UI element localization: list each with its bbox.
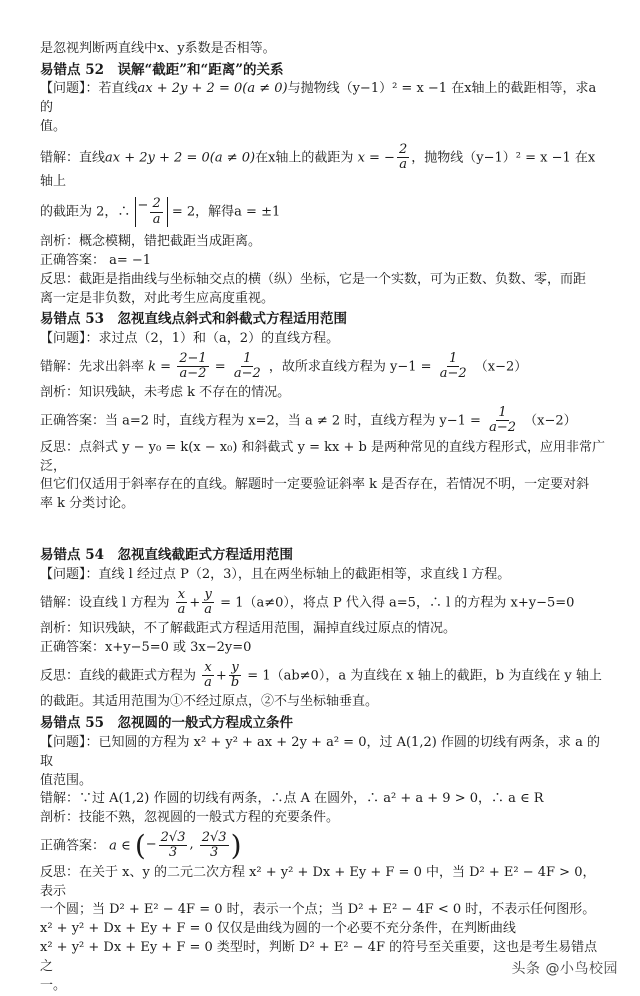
fraction: $\frac{y}{a}$ bbox=[204, 586, 213, 617]
s55-question-cont: 值范围。 bbox=[40, 772, 93, 788]
s53-analysis: 剖析：知识残缺，未考虑 k 不存在的情况。 bbox=[40, 385, 291, 401]
section-52-heading: 易错点 52 误解“截距”和“距离”的关系 bbox=[40, 61, 284, 78]
watermark: 头条 @小鸟校园 bbox=[511, 960, 618, 977]
s52-analysis: 剖析：概念模糊，错把截距当成距离。 bbox=[40, 233, 262, 249]
s55-reflection-cont4: 一。 bbox=[40, 977, 67, 993]
fraction: $\frac{2}{a}$ bbox=[398, 141, 408, 173]
s54-wrong-solution: 错解：设直线 l 方程为 $\frac{x}{a}$ + $\frac{y}{a}$ = 1（a≠0），将点 P 代入得 a=5，∴ l 的方程为 x+y−5=0 bbox=[40, 586, 575, 617]
s52-question-cont: 值。 bbox=[40, 119, 67, 135]
fraction: $\frac{x}{a}$ bbox=[177, 586, 186, 617]
s55-reflection-cont: 一个圆；当 D² + E² − 4F = 0 时，表示一个点；当 D² + E² − 4F < 0 时，不表示任何图形。 bbox=[40, 902, 596, 918]
s55-question: 【问题】：已知圆的方程为 x² + y² + ax + 2y + a² = 0，过 A(1,2) 作圆的切线有两条，求 a 的取 bbox=[40, 734, 600, 769]
s55-reflection-cont2: x² + y² + Dx + Ey + F = 0 仅仅是曲线为圆的一个必要不充分条件，在判断曲线 bbox=[40, 921, 516, 937]
s55-analysis: 剖析：技能不熟，忽视圆的一般式方程的充要条件。 bbox=[40, 810, 340, 826]
fraction: $\frac{2-1}{a-2}$ bbox=[179, 350, 207, 382]
absolute-value: − $\frac{2}{a}$ bbox=[135, 197, 168, 227]
s54-answer: 正确答案：x+y−5=0 或 3x−2y=0 bbox=[40, 640, 252, 655]
s53-reflection: 反思：点斜式 y − y₀ = k(x − x₀) 和斜截式 y = kx + b 是两种常见的直线方程形式，应用非常广泛， bbox=[40, 439, 605, 474]
fraction: $\frac{1}{a-2}$ bbox=[233, 350, 261, 382]
fraction: $\frac{1}{a-2}$ bbox=[439, 350, 467, 382]
s53-answer: 正确答案：当 a=2 时，直线方程为 x=2，当 a ≠ 2 时，直线方程为 y−1 = $\frac{1}{a-2}$ （x−2） bbox=[40, 405, 577, 436]
s53-reflection-cont: 但它们仅适用于斜率存在的直线。解题时一定要验证斜率 k 是否存在，若情况不明，一定要对斜 bbox=[40, 477, 590, 493]
s55-reflection-cont3: x² + y² + Dx + Ey + F = 0 类型时，判断 D² + E² − 4F 的符号至关重要，这也是考生易错点之 bbox=[40, 940, 598, 974]
s52-reflection: 反思：截距是指曲线与坐标轴交点的横（纵）坐标，它是一个实数，可为正数、负数、零，而距 bbox=[40, 271, 587, 287]
s54-reflection-cont: 的截距。其适用范围为①不经过原点，②不与坐标轴垂直。 bbox=[40, 694, 379, 710]
s52-question: 【问题】：若直线ax + 2y + 2 = 0(a ≠ 0)与抛物线（y−1）² = x −1 在x轴上的截距相等，求a的 bbox=[40, 81, 597, 116]
s53-question: 【问题】：求过点（2，1）和（a，2）的直线方程。 bbox=[40, 330, 340, 346]
question-label: 【问题】 bbox=[40, 81, 86, 97]
wrong-label: 错解 bbox=[40, 594, 67, 610]
interval: ( − $\frac{2√3}{3}$ , $\frac{2√3}{3}$ ) bbox=[134, 828, 242, 862]
wrong-label: 错解 bbox=[40, 791, 67, 807]
document-page bbox=[40, 40, 608, 996]
section-55-heading: 易错点 55 忽视圆的一般式方程成立条件 bbox=[40, 715, 293, 732]
s52-reflection-cont: 离一定是非负数，对此考生应高度重视。 bbox=[40, 290, 275, 306]
s54-question: 【问题】：直线 l 经过点 P（2，3），且在两坐标轴上的截距相等，求直线 l 方程。 bbox=[40, 566, 511, 582]
question-label: 【问题】 bbox=[40, 330, 86, 346]
wrong-label: 错解 bbox=[40, 150, 67, 166]
s53-wrong-solution: 错解：先求出斜率 k = $\frac{2-1}{a-2}$ = $\frac{1}{a-2}$ ，故所求直线方程为 y−1 = $\frac{1}{a-2}$ （x−2） bbox=[40, 350, 528, 382]
question-label: 【问题】 bbox=[40, 566, 86, 582]
wrong-label: 错解 bbox=[40, 359, 67, 375]
s54-analysis: 剖析：知识残缺，不了解截距式方程适用范围，漏掉直线过原点的情况。 bbox=[40, 621, 457, 637]
s52-answer: 正确答案： a= −1 bbox=[40, 252, 152, 268]
s52-wrong-solution: 错解：直线ax + 2y + 2 = 0(a ≠ 0)在x轴上的截距为 x = − $\frac{2}{a}$ ，抛物线（y−1）² = x −1 在x轴上 bbox=[40, 141, 596, 189]
s55-answer: 正确答案： a ∈ ( − $\frac{2√3}{3}$ , $\frac{2√3}{3}$ ) bbox=[40, 828, 242, 862]
fraction: $\frac{y}{b}$ bbox=[230, 659, 240, 691]
s52-wrong-solution-cont: 的截距为 2，∴ − $\frac{2}{a}$ = 2，解得a = ±1 bbox=[40, 196, 281, 227]
intro-line: 是忽视判断两直线中x、y系数是否相等。 bbox=[40, 41, 276, 56]
question-label: 【问题】 bbox=[40, 734, 86, 750]
s53-reflection-cont2: 率 k 分类讨论。 bbox=[40, 496, 135, 512]
section-54-heading: 易错点 54 忽视直线截距式方程适用范围 bbox=[40, 547, 293, 564]
s55-reflection: 反思：在关于 x、y 的二元二次方程 x² + y² + Dx + Ey + F = 0 中，当 D² + E² − 4F > 0，表示 bbox=[40, 864, 596, 899]
fraction: $\frac{x}{a}$ bbox=[204, 659, 212, 691]
section-53-heading: 易错点 53 忽视直线点斜式和斜截式方程适用范围 bbox=[40, 311, 347, 328]
s54-reflection: 反思：直线的截距式方程为 $\frac{x}{a}$ + $\frac{y}{b}$ = 1（ab≠0），a 为直线在 x 轴上的截距，b 为直线在 y 轴上 bbox=[40, 659, 602, 691]
fraction: $\frac{1}{a-2}$ bbox=[489, 405, 516, 436]
s55-wrong-solution: 错解：∵过 A(1,2) 作圆的切线有两条，∴点 A 在圆外，∴ a² + a + 9 > 0，∴ a ∈ R bbox=[40, 791, 544, 807]
